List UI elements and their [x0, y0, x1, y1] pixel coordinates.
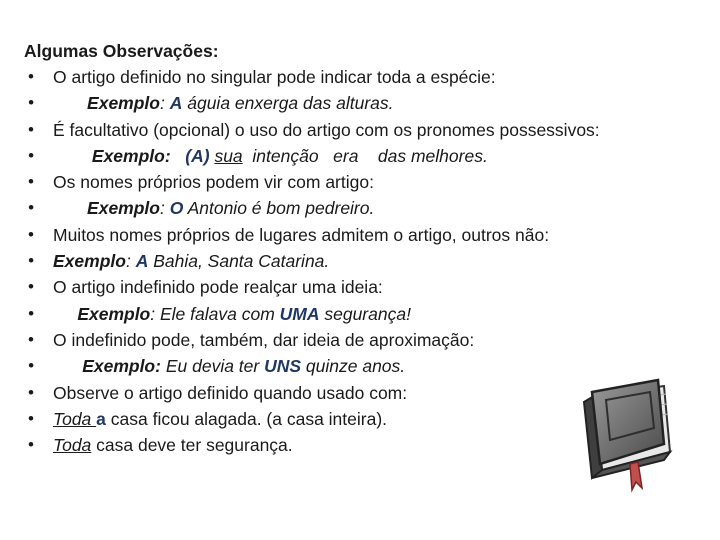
item-text: O artigo indefinido pode realçar uma ideia:: [53, 277, 383, 298]
slide-title: Algumas Observações:: [24, 41, 219, 61]
book-icon: [566, 374, 686, 494]
highlighted-article: a: [96, 408, 106, 429]
list-item: [24, 64, 714, 90]
highlighted-article: A: [169, 93, 183, 114]
highlighted-article: O: [169, 198, 184, 219]
example-label: Exemplo: [87, 93, 160, 114]
list-item: [24, 117, 714, 143]
item-text: É facultativo (opcional) o uso do artigo com os pronomes possessivos:: [53, 119, 600, 140]
list-item: [24, 274, 714, 300]
underlined-word: Toda: [53, 435, 92, 456]
item-text: Observe o artigo definido quando usado com:: [53, 382, 408, 403]
highlighted-article: UMA: [279, 303, 320, 324]
example-label: Exemplo: [87, 198, 160, 219]
underlined-word: Toda: [53, 408, 97, 429]
list-item: • Exemplo: A Bahia, Santa Catarina.: [24, 248, 714, 274]
list-item: • Exemplo: A águia enxerga das alturas.: [24, 90, 714, 116]
highlighted-article: A: [135, 251, 149, 272]
list-item: • Exemplo: Eu devia ter UNS quinze anos.: [24, 353, 714, 379]
highlighted-article: (A): [185, 145, 210, 166]
highlighted-article: UNS: [264, 356, 302, 377]
underlined-word: sua: [214, 145, 243, 166]
example-label: Exemplo:: [82, 356, 161, 377]
list-item: [24, 169, 714, 195]
list-item: • Exemplo: (A) sua intenção era das melhores.: [24, 143, 714, 169]
example-label: Exemplo:: [91, 145, 171, 166]
list-item: • Toda casa deve ter segurança.: [24, 432, 714, 458]
item-text: Os nomes próprios podem vir com artigo:: [53, 172, 374, 193]
list-item: [24, 327, 714, 353]
item-text: O artigo definido no singular pode indicar toda a espécie:: [53, 67, 496, 87]
item-text: Muitos nomes próprios de lugares admitem o artigo, outros não:: [53, 224, 550, 245]
example-label: Exemplo: [77, 303, 151, 324]
list-item: • Exemplo: O Antonio é bom pedreiro.: [24, 195, 714, 221]
list-item: • Toda a casa ficou alagada. (a casa inteira).: [24, 406, 714, 432]
list-item: [24, 222, 714, 248]
list-item: • Exemplo: Ele falava com UMA segurança!: [24, 301, 714, 327]
item-text: O indefinido pode, também, dar ideia de aproximação:: [53, 329, 475, 350]
example-label: Exemplo: [53, 251, 126, 272]
